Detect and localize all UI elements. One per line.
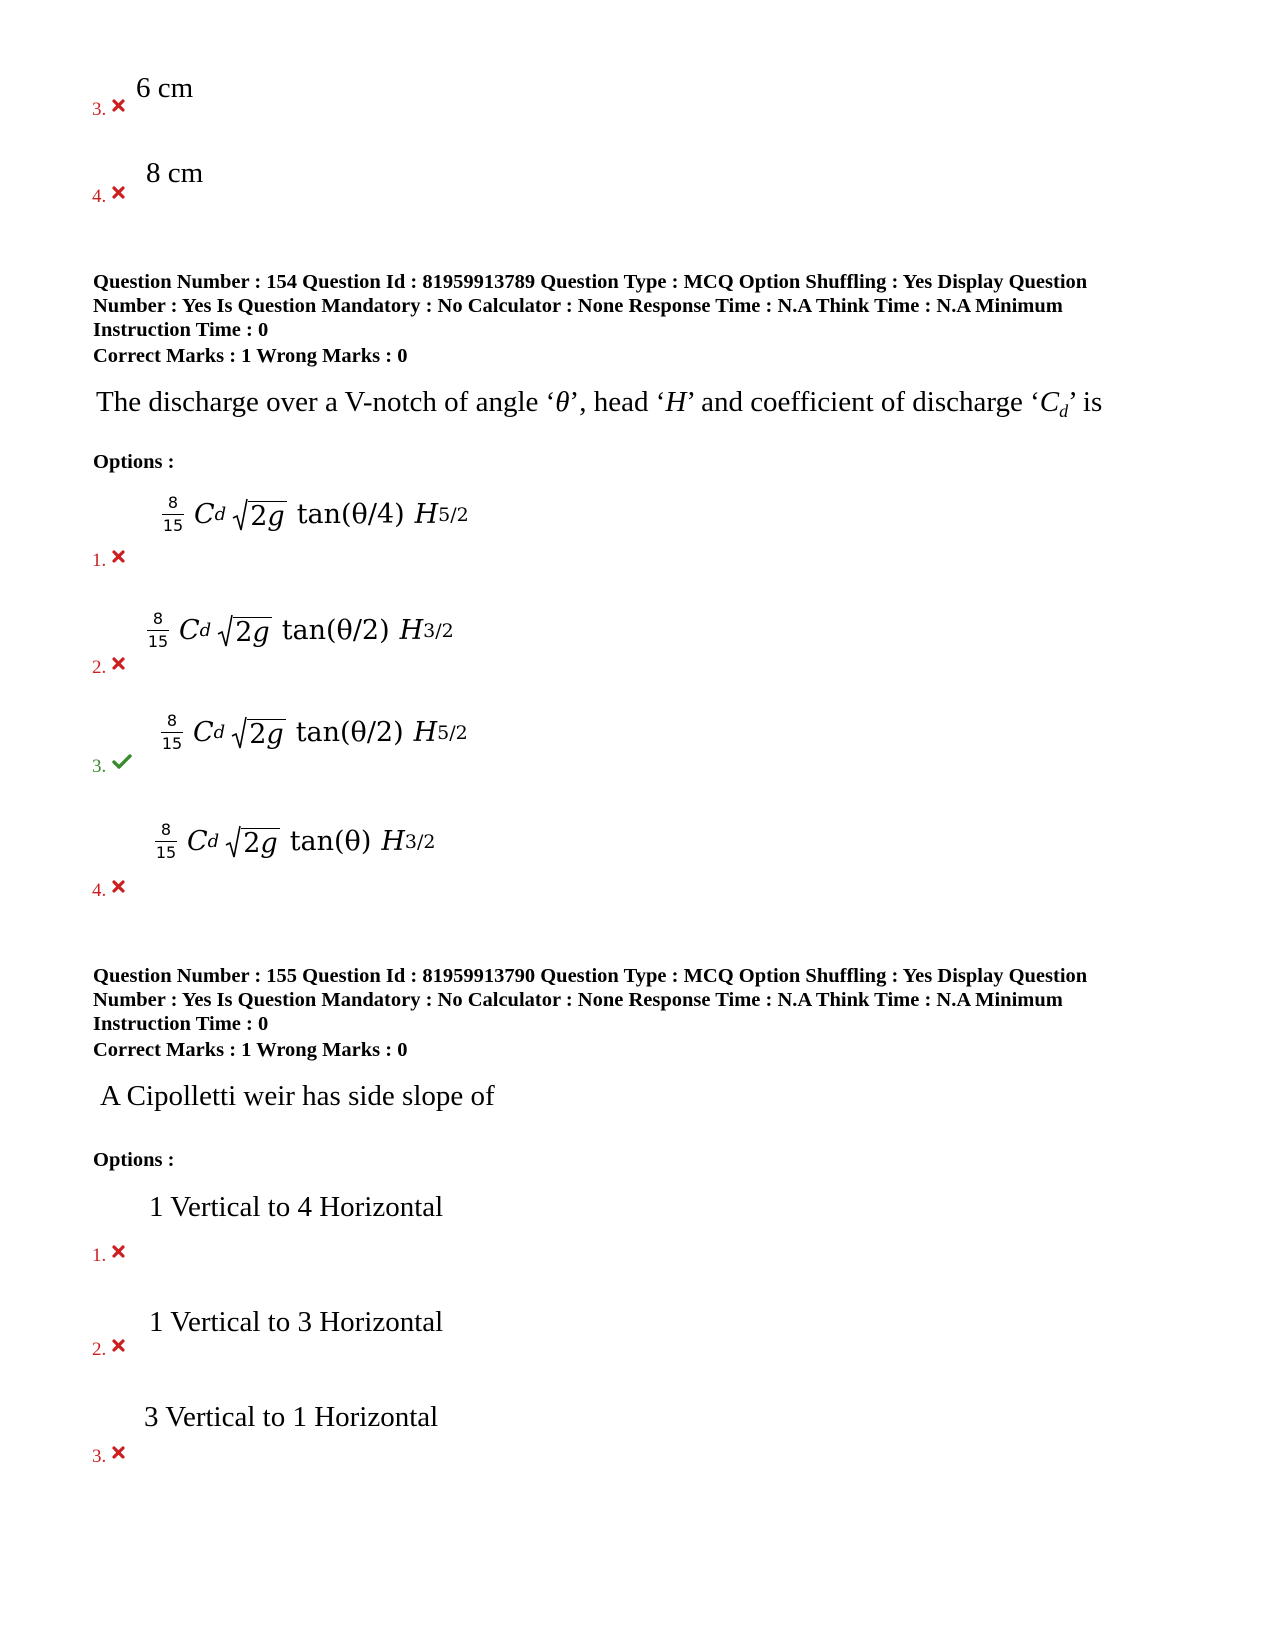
option-number: 3. bbox=[92, 1443, 125, 1468]
cross-icon bbox=[112, 183, 125, 205]
option-text: 1 Vertical to 4 Horizontal bbox=[149, 1191, 444, 1223]
option-formula: $\frac{8}{15}$ C d 2g tan(θ/4) H 5/2 bbox=[162, 493, 469, 535]
square-root: 2g bbox=[232, 498, 286, 532]
options-label: Options : bbox=[93, 451, 175, 473]
option-text: 3 Vertical to 1 Horizontal bbox=[144, 1401, 439, 1433]
fraction: $\frac{8}{15}$ bbox=[155, 820, 177, 862]
check-icon bbox=[112, 753, 132, 775]
option-number: 3. bbox=[92, 753, 132, 778]
cross-icon bbox=[112, 1242, 125, 1264]
square-root: 2g bbox=[225, 825, 279, 859]
square-root: 2g bbox=[231, 716, 285, 750]
cross-icon bbox=[112, 654, 125, 676]
question-marks: Correct Marks : 1 Wrong Marks : 0 bbox=[93, 1039, 408, 1061]
option-text: 8 cm bbox=[146, 157, 204, 189]
fraction: $\frac{8}{15}$ bbox=[162, 493, 184, 535]
option-number: 1. bbox=[92, 1242, 125, 1267]
fraction: $\frac{8}{15}$ bbox=[161, 711, 183, 753]
cross-icon bbox=[112, 547, 125, 569]
cross-icon bbox=[112, 1443, 125, 1465]
option-text: 1 Vertical to 3 Horizontal bbox=[149, 1306, 444, 1338]
option-text: 6 cm bbox=[136, 72, 194, 104]
option-formula: $\frac{8}{15}$ C d 2g tan(θ) H 3/2 bbox=[155, 820, 436, 862]
question-text: A Cipolletti weir has side slope of bbox=[100, 1080, 495, 1112]
option-number: 4. bbox=[92, 183, 125, 208]
option-number: 2. bbox=[92, 1336, 125, 1361]
cross-icon bbox=[112, 877, 125, 899]
cross-icon bbox=[112, 1336, 125, 1358]
option-number: 3. bbox=[92, 96, 125, 121]
options-label: Options : bbox=[93, 1149, 175, 1171]
fraction: $\frac{8}{15}$ bbox=[147, 609, 169, 651]
question-meta: Question Number : 154 Question Id : 81959913789 Question Type : MCQ Option Shuffling : Yes Display Question Number : Yes Is Question Mandatory : No Calculator : None Response Time : N.A Think Time : N.A Minimum Instruction Time : 0 bbox=[93, 271, 1088, 341]
option-number: 4. bbox=[92, 877, 125, 902]
question-marks: Correct Marks : 1 Wrong Marks : 0 bbox=[93, 345, 408, 367]
cross-icon bbox=[112, 96, 125, 118]
option-formula: $\frac{8}{15}$ C d 2g tan(θ/2) H 3/2 bbox=[147, 609, 454, 651]
option-number: 1. bbox=[92, 547, 125, 572]
square-root: 2g bbox=[217, 614, 271, 648]
question-text: The discharge over a V-notch of angle ‘θ’, head ‘H’ and coefficient of discharge ‘$C_d$’ is bbox=[96, 386, 1103, 421]
option-formula: $\frac{8}{15}$ C d 2g tan(θ/2) H 5/2 bbox=[161, 711, 468, 753]
option-number: 2. bbox=[92, 654, 125, 679]
question-meta: Question Number : 155 Question Id : 81959913790 Question Type : MCQ Option Shuffling : Yes Display Question Number : Yes Is Question Mandatory : No Calculator : None Response Time : N.A Think Time : N.A Minimum Instruction Time : 0 bbox=[93, 965, 1088, 1035]
